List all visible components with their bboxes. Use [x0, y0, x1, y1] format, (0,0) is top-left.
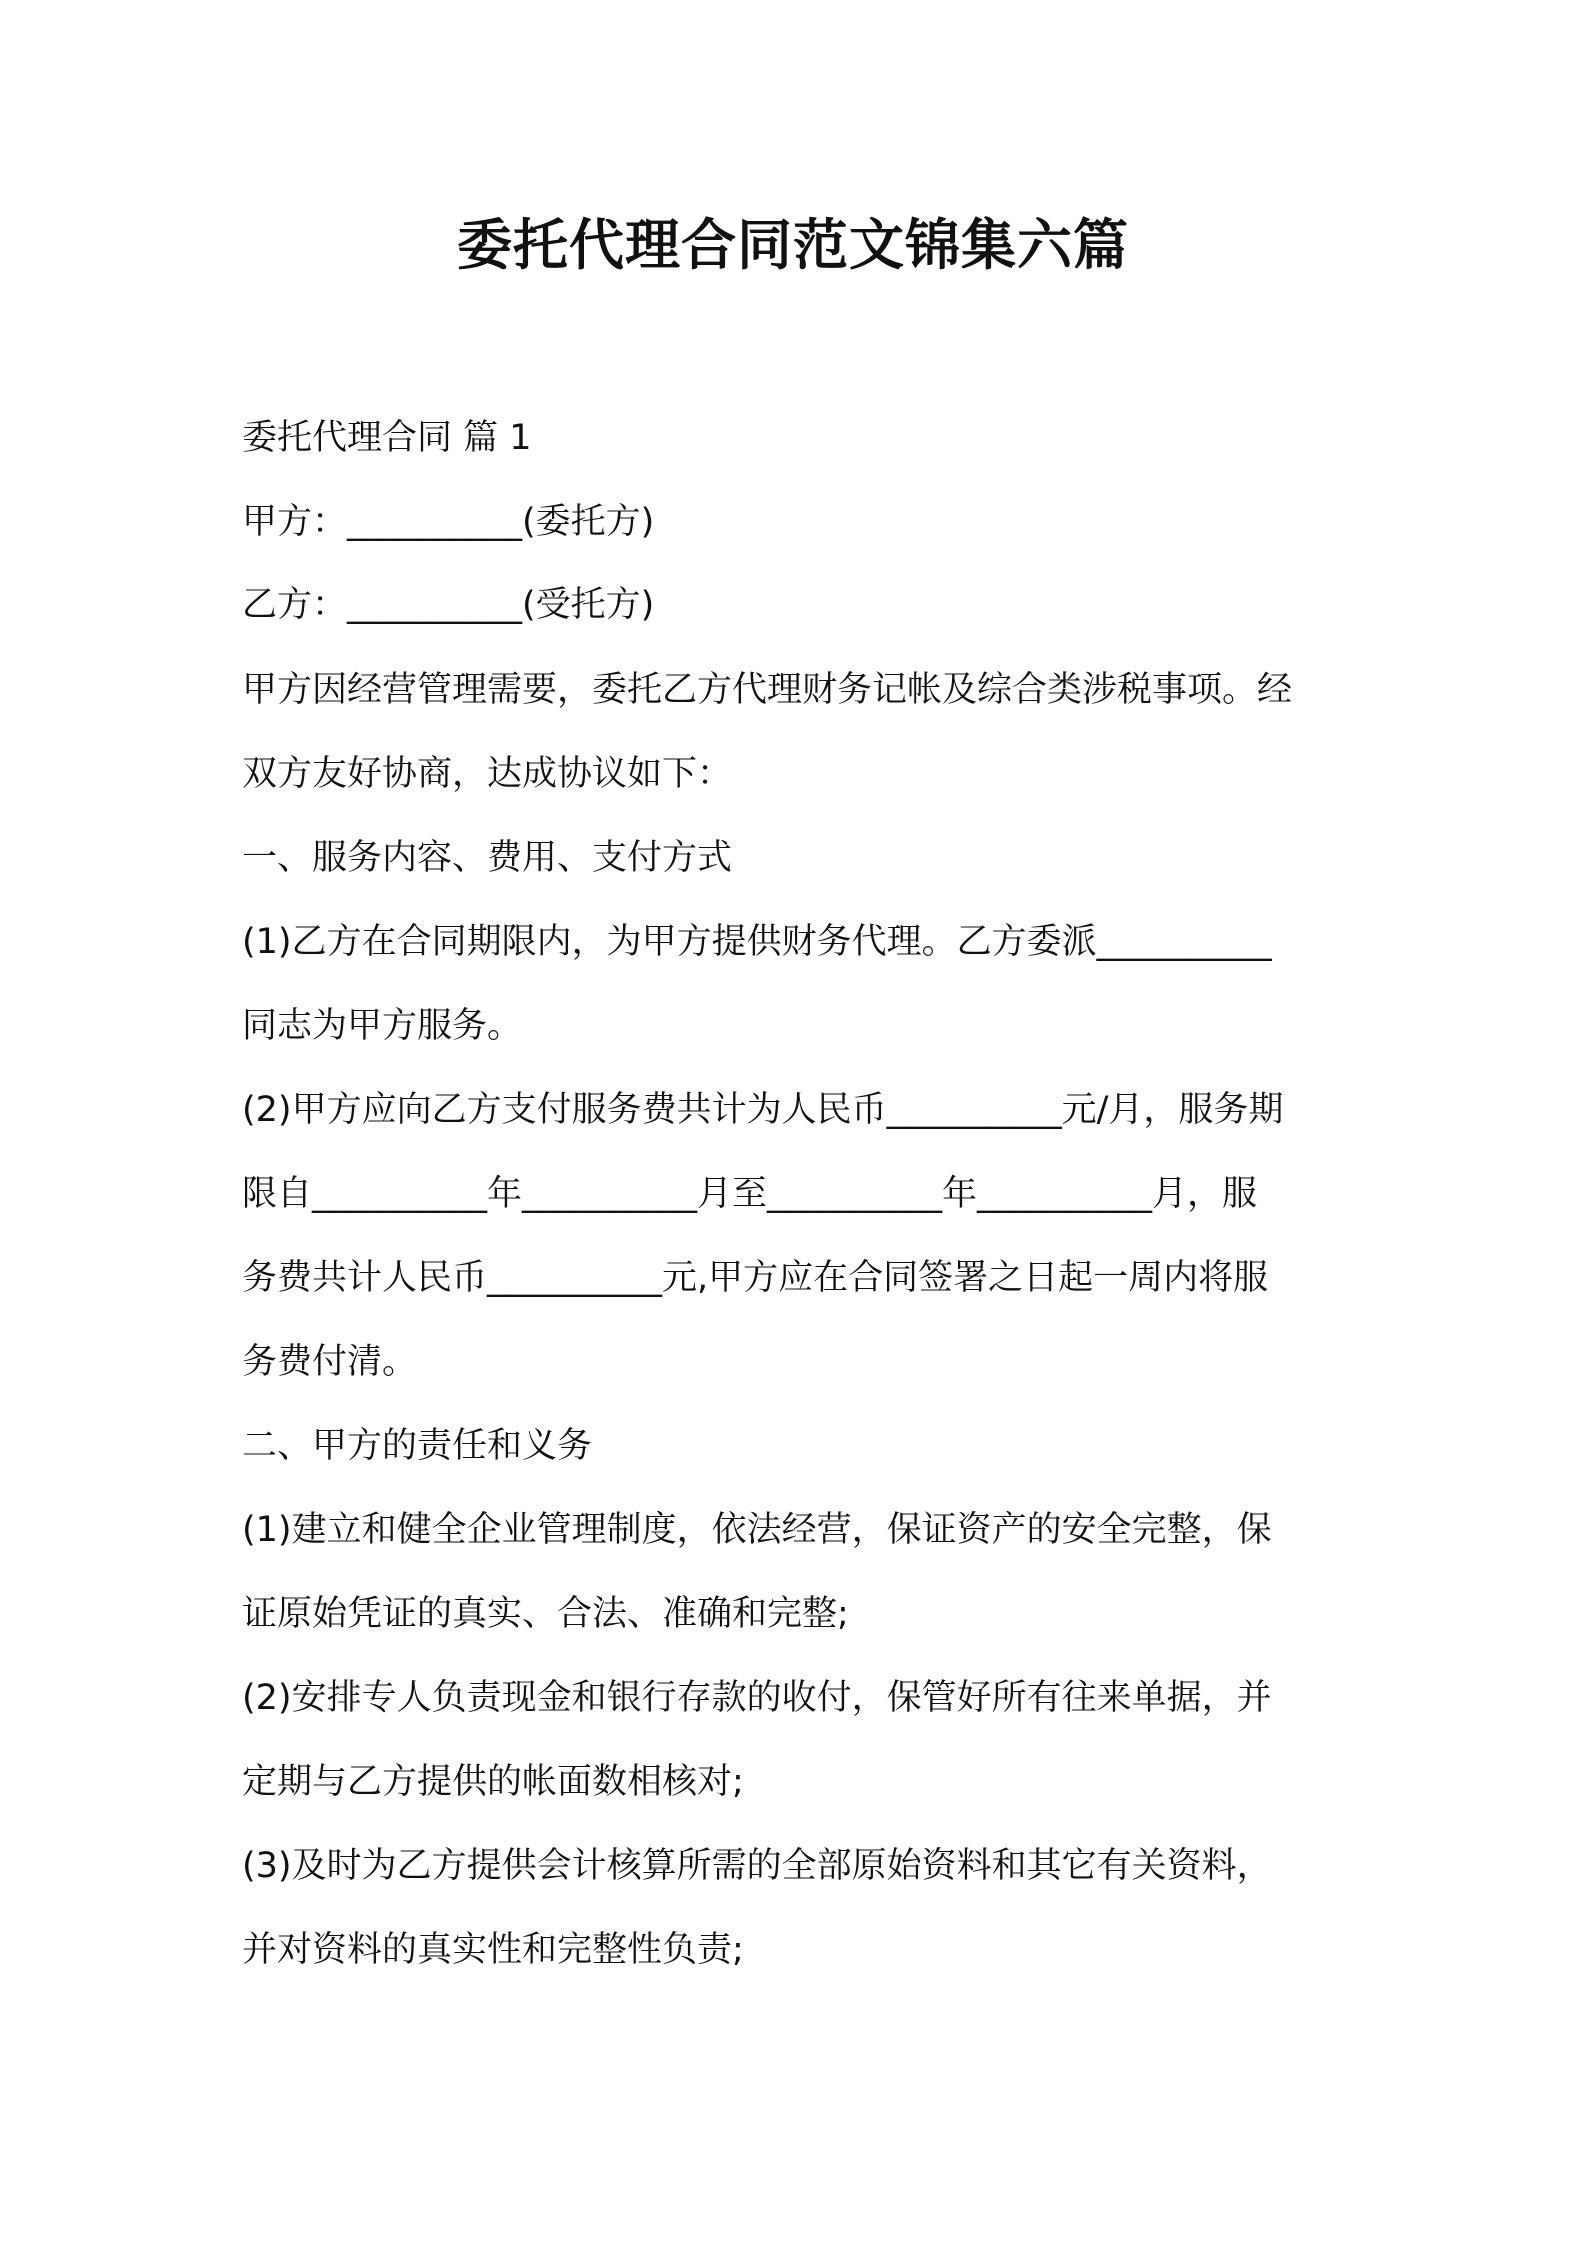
section-heading: 委托代理合同 篇 1	[242, 418, 532, 458]
paragraph-line: (2)安排专人负责现金和银行存款的收付，保管好所有往来单据，并	[242, 1678, 1272, 1718]
paragraph-line: (1)建立和健全企业管理制度，依法经营，保证资产的安全完整，保	[242, 1510, 1272, 1550]
paragraph-line: 甲方因经营管理需要，委托乙方代理财务记帐及综合类涉税事项。经	[242, 670, 1293, 710]
paragraph-line: 证原始凭证的真实、合法、准确和完整;	[242, 1594, 849, 1634]
paragraph-line: 定期与乙方提供的帐面数相核对;	[242, 1762, 744, 1802]
party-a-line: 甲方：__________(委托方)	[242, 502, 655, 542]
clause-heading: 二、甲方的责任和义务	[242, 1426, 593, 1466]
paragraph-line: 双方友好协商，达成协议如下：	[242, 754, 733, 794]
paragraph-line: (1)乙方在合同期限内，为甲方提供财务代理。乙方委派__________	[242, 922, 1272, 962]
clause-heading: 一、服务内容、费用、支付方式	[242, 838, 733, 878]
paragraph-line: (3)及时为乙方提供会计核算所需的全部原始资料和其它有关资料，	[242, 1846, 1272, 1886]
party-b-line: 乙方：__________(受托方)	[242, 585, 655, 625]
paragraph-line: 务费共计人民币__________元,甲方应在合同签署之日起一周内将服	[242, 1258, 1269, 1298]
paragraph-line: 同志为甲方服务。	[242, 1006, 523, 1046]
paragraph-line: 并对资料的真实性和完整性负责;	[242, 1930, 744, 1970]
paragraph-line: 务费付清。	[242, 1342, 418, 1382]
paragraph-line: (2)甲方应向乙方支付服务费共计为人民币__________元/月，服务期	[242, 1090, 1284, 1130]
paragraph-line: 限自__________年__________月至__________年__________月，服	[242, 1174, 1258, 1214]
document-title: 委托代理合同范文锦集六篇	[456, 213, 1129, 277]
